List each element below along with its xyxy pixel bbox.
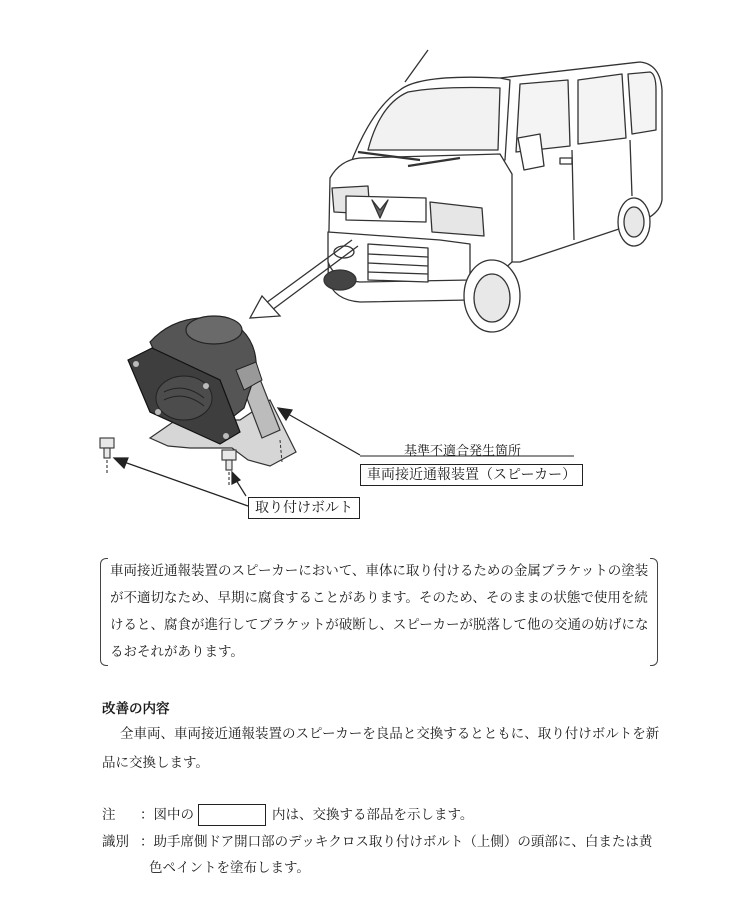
improvement-body: 全車両、車両接近通報装置のスピーカーを良品と交換するとともに、取り付けボルトを新品に交換します。	[102, 726, 660, 771]
improvement-heading: 改善の内容	[102, 701, 170, 717]
identification-row-2	[149, 855, 310, 882]
id-line2: 色ペイントを塗布します。	[149, 860, 310, 876]
identification-row	[102, 829, 652, 856]
bolt-label-box: 取り付けボルト	[248, 497, 360, 519]
id-line1: ：助手席側ドア開口部のデッキクロス取り付けボルト（上側）の頭部に、白または黄	[140, 834, 653, 850]
note-label: 注	[102, 807, 116, 823]
van-illustration	[324, 50, 662, 332]
defect-location-label: 基準不適合発生箇所	[404, 444, 522, 459]
description-text: 車両接近通報装置のスピーカーにおいて、車体に取り付けるための金属ブラケットの塗装が不適切なため、早期に腐食することがあります。そのため、そのままの状態で使用を続けると、腐食が進行してブラケットが破断し、スピーカーが脱落して他の交通の妨げになるおそれがあります。	[110, 563, 649, 660]
note-after: 内は、交換する部品を示します。	[272, 807, 474, 823]
note-row	[102, 802, 473, 829]
note-before: ：図中の	[140, 807, 194, 823]
sample-box	[198, 804, 266, 826]
defect-description	[100, 558, 658, 666]
bracket-right	[650, 558, 658, 666]
bracket-left	[100, 558, 108, 666]
device-label-box: 車両接近通報装置（スピーカー）	[360, 464, 583, 486]
id-label: 識別	[102, 834, 129, 850]
speaker-illustration	[128, 316, 296, 466]
